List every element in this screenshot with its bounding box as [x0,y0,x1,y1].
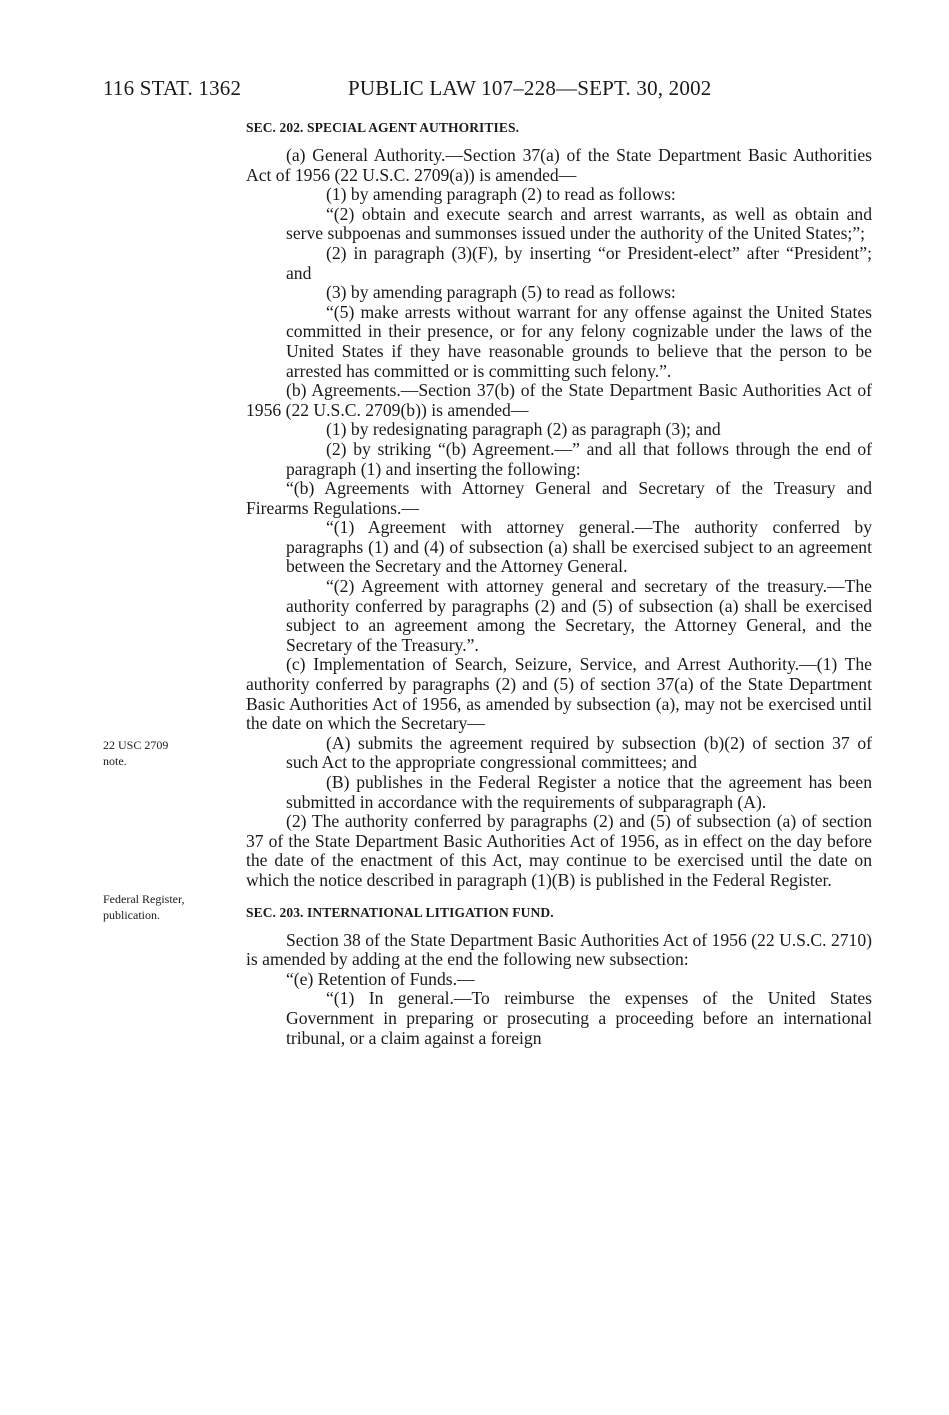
paragraph: (B) publishes in the Federal Register a notice that the agreement has been submitted in accordance with the requirements of subparagraph (A). [286,772,872,812]
margin-note-line: 22 USC 2709 [103,738,169,752]
page-statute-citation: 116 STAT. 1362 [103,76,242,100]
quoted-paragraph: “(2) Agreement with attorney general and secretary of the treasury.—The authority conferred by paragraphs (2) and (5) of subsection (a) shall be exercised subject to an agreement among the Secretary, the Attorney General, and the Secretary of the Treasury.”. [286,576,872,655]
quoted-paragraph: “(1) In general.—To reimburse the expenses of the United States Government in preparing or prosecuting a proceeding before an international tribunal, or a claim against a foreign [286,988,872,1048]
quoted-paragraph: “(1) Agreement with attorney general.—The authority conferred by paragraphs (1) and (4) of subsection (a) shall be exercised subject to an agreement between the Secretary and the Attorney General. [286,517,872,577]
margin-note-line: Federal Register, [103,892,185,906]
paragraph: (1) by redesignating paragraph (2) as paragraph (3); and [326,419,721,440]
paragraph: (b) Agreements.—Section 37(b) of the State Department Basic Authorities Act of 1956 (22 U.S.C. 2709(b)) is amended— [246,380,872,420]
quoted-paragraph: “(2) obtain and execute search and arrest warrants, as well as obtain and serve subpoenas and summonses issued under the authority of the United States;”; [286,203,872,244]
quoted-heading: “(b) Agreements with Attorney General and Secretary of the Treasury and Firearms Regulations.— [246,478,872,518]
margin-note-federal-register [103,891,233,923]
paragraph: (2) The authority conferred by paragraphs (2) and (5) of subsection (a) of section 37 of the State Department Basic Authorities Act of 1956, as in effect on the day before the date of the enactment of this Act, may continue to be exercised until the date on which the notice described in paragraph (1)(B) is published in the Federal Register. [246,811,872,890]
paragraph: Section 38 of the State Department Basic Authorities Act of 1956 (22 U.S.C. 2710) is amended by adding at the end the following new subsection: [246,929,872,970]
paragraph: (A) submits the agreement required by subsection (b)(2) of section 37 of such Act to the appropriate congressional committees; and [286,732,872,773]
quoted-heading: “(e) Retention of Funds.— [286,968,475,989]
quoted-paragraph: “(5) make arrests without warrant for any offense against the United States committed in their presence, or for any felony cognizable under the laws of the United States if they have reasonable grounds to believe that the person to be arrested has committed or is committing such felony.”. [286,301,872,381]
paragraph: (2) in paragraph (3)(F), by inserting “or President-elect” after “President”; and [286,242,872,283]
page-header [0,72,949,112]
section-heading-202: SEC. 202. SPECIAL AGENT AUTHORITIES. [246,120,520,135]
paragraph: (a) General Authority.—Section 37(a) of the State Department Basic Authorities Act of 1956 (22 U.S.C. 2709(a)) is amended— [246,145,872,185]
document-body [246,118,872,1048]
paragraph: (c) Implementation of Search, Seizure, Service, and Arrest Authority.—(1) The authority conferred by paragraphs (2) and (5) of section 37(a) of the State Department Basic Authorities Act of 1956, as amended by subsection (a), may not be exercised until the date on which the Secretary— [246,654,872,734]
paragraph: (2) by striking “(b) Agreement.—” and all that follows through the end of paragraph (1) and inserting the following: [286,438,872,479]
section-heading-203: SEC. 203. INTERNATIONAL LITIGATION FUND. [246,904,554,920]
paragraph: (1) by amending paragraph (2) to read as follows: [326,184,676,205]
margin-note-line: publication. [103,908,160,922]
paragraph: (3) by amending paragraph (5) to read as follows: [326,282,676,303]
running-title: PUBLIC LAW 107–228—SEPT. 30, 2002 [348,76,712,100]
margin-note-usc [103,737,233,769]
margin-note-line: note. [103,754,127,768]
